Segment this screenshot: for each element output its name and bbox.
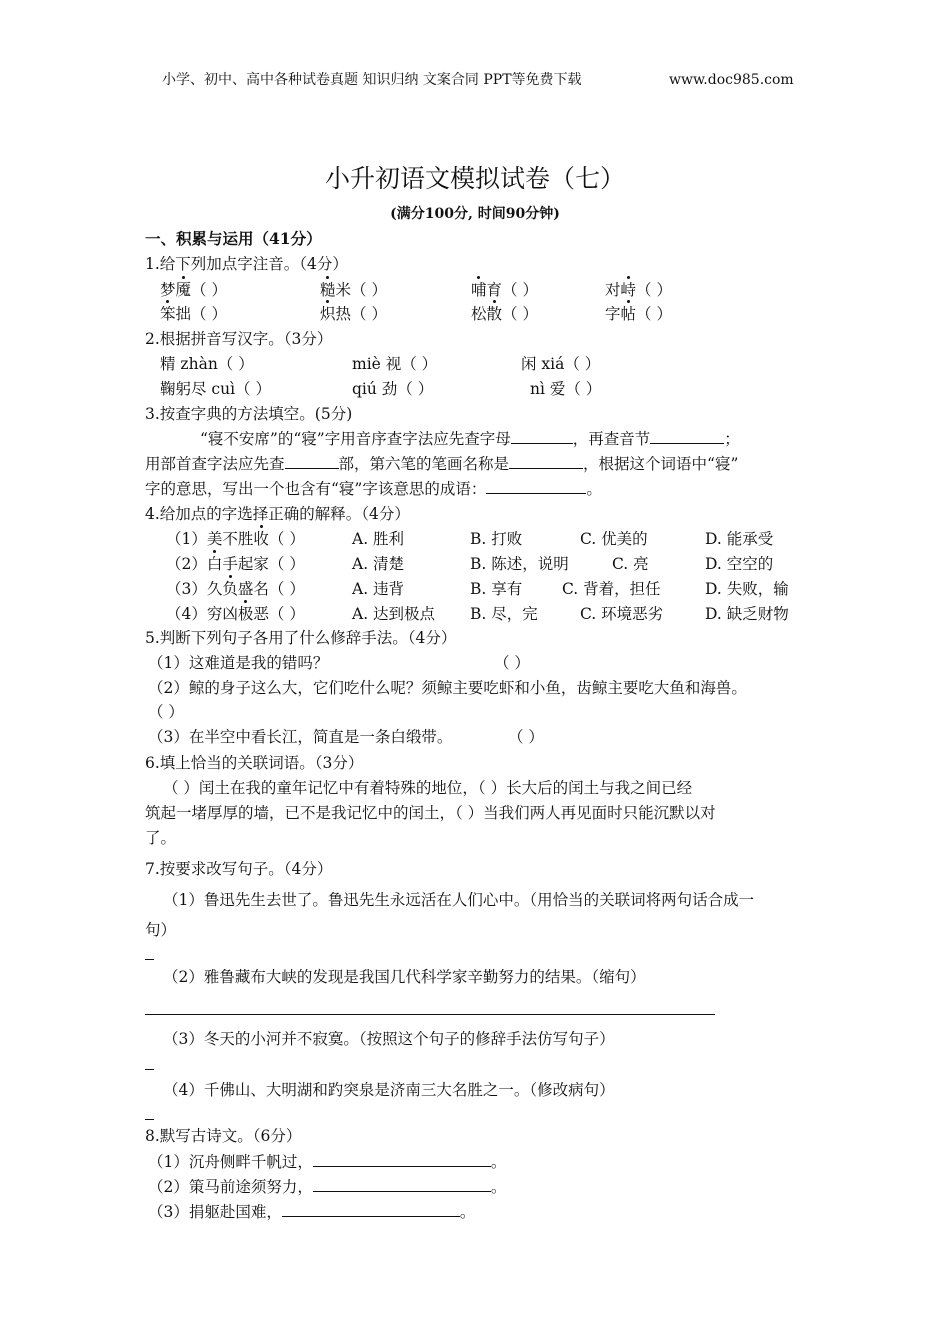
dotted-char: 白	[206, 555, 223, 573]
answer-blank[interactable]	[486, 479, 586, 494]
q2-item: miè 视（ ）	[352, 355, 438, 373]
option-b: B. 打败	[470, 530, 523, 548]
dotted-char: 哺	[471, 281, 487, 299]
q5-answer-1[interactable]: （ ）	[494, 654, 530, 672]
dotted-char: 峙	[620, 281, 637, 299]
answer-line[interactable]	[145, 1014, 715, 1015]
q6-line-2: 筑起一堵厚厚的墙，已不是我记忆中的闰土，（ ）当我们两人再见面时只能沉默以对	[145, 804, 716, 822]
q2-stem: 2.根据拼音写汉字。（3分）	[145, 330, 333, 348]
option-a: A. 违背	[352, 580, 405, 598]
q3-stem: 3.按查字典的方法填空。(5分)	[145, 405, 353, 423]
q1-item: 哺育（ ）	[471, 281, 538, 299]
dotted-char: 负	[222, 580, 238, 598]
option-c: C. 亮	[612, 555, 649, 573]
q5-sentence-2: （2）鲸的身子这么大，它们吃什么呢？须鲸主要吃虾和小鱼，齿鲸主要吃大鱼和海兽。	[148, 679, 747, 697]
dotted-char: 散	[486, 305, 503, 323]
q8-stem: 8.默写古诗文。（6分）	[145, 1127, 302, 1145]
answer-blank[interactable]	[650, 429, 724, 444]
q8-line-3: （3）捐躯赴国难， 。	[148, 1203, 476, 1221]
q6-line-3: 了。	[145, 829, 177, 847]
q3-line-1: “寝不安席”的“寝”字用音序查字法应先查字母 ，再查音节 ；	[200, 430, 740, 448]
page-title: 小升初语文模拟试卷（七）	[324, 164, 625, 193]
dotted-char: 糙	[320, 281, 336, 299]
answer-blank[interactable]	[285, 454, 339, 469]
section-heading: 一、积累与运用（41分）	[145, 229, 322, 248]
page-subtitle: (满分100分, 时间90分钟)	[390, 206, 560, 222]
dotted-char: 魇	[175, 281, 192, 299]
option-b: B. 享有	[470, 580, 523, 598]
q1-item: 梦魇（ ）	[160, 281, 227, 299]
q1-item: 字帖（ ）	[605, 305, 672, 323]
q2-item: 闲 xiá（ ）	[521, 355, 601, 373]
option-b: B. 陈述，说明	[470, 555, 569, 573]
q3-line-2: 用部首查字法应先查 部，第六笔的笔画名称是 ，根据这个词语中“寝”	[145, 455, 739, 473]
q6-line-1: （ ）闰土在我的童年记忆中有着特殊的地位，（ ）长大后的闰土与我之间已经	[163, 779, 693, 797]
q5-sentence-3: （3）在半空中看长江，简直是一条白缎带。	[148, 728, 453, 746]
answer-blank[interactable]	[509, 454, 583, 469]
q8-line-2: （2）策马前途须努力， 。	[148, 1178, 507, 1196]
answer-blank[interactable]	[313, 1177, 491, 1192]
option-d: D. 能承受	[705, 530, 774, 548]
answer-line-stub[interactable]	[145, 1069, 154, 1070]
q7-sentence-3: （3）冬天的小河并不寂寞。（按照这个句子的修辞手法仿写句子）	[163, 1030, 615, 1048]
q6-stem: 6.填上恰当的关联词语。（3分）	[145, 754, 364, 772]
q2-item: 鞠躬尽 cuì（ ）	[160, 380, 271, 398]
q1-item: 对峙（ ）	[605, 281, 672, 299]
q4-stem: 4.给加点的字选择正确的解释。（4分）	[145, 505, 410, 523]
q7-sentence-1: （1）鲁迅先生去世了。鲁迅先生永远活在人们心中。（用恰当的关联词将两句话合成一	[163, 891, 755, 909]
answer-blank[interactable]	[313, 1152, 491, 1167]
header-ad-text: 小学、初中、高中各种试卷真题 知识归纳 文案合同 PPT等免费下载	[162, 72, 582, 88]
dotted-char: 笨	[160, 305, 176, 323]
q2-item: nì 爱（ ）	[530, 380, 602, 398]
answer-line-stub[interactable]	[145, 959, 154, 960]
q1-item: 炽热（ ）	[320, 305, 387, 323]
header-url: www.doc985.com	[669, 72, 794, 88]
option-c: C. 环境恶劣	[580, 605, 664, 623]
answer-blank[interactable]	[282, 1202, 460, 1217]
q1-item: 松散（ ）	[471, 305, 538, 323]
dotted-char: 帖	[620, 305, 637, 323]
option-b: B. 尽，完	[470, 605, 538, 623]
answer-line-stub[interactable]	[145, 1119, 154, 1120]
dotted-char: 炽	[320, 305, 336, 323]
q8-line-1: （1）沉舟侧畔千帆过， 。	[148, 1153, 507, 1171]
option-d: D. 失败，输	[705, 580, 789, 598]
dotted-char: 收	[253, 530, 269, 548]
q5-answer-2[interactable]: （ ）	[148, 703, 184, 721]
q2-item: 精 zhàn（ ）	[160, 355, 254, 373]
q1-item: 糙米（ ）	[320, 281, 387, 299]
q7-stem: 7.按要求改写句子。（4分）	[145, 860, 333, 878]
q1-item: 笨拙（ ）	[160, 305, 227, 323]
q7-sentence-4: （4）千佛山、大明湖和趵突泉是济南三大名胜之一。（修改病句）	[163, 1081, 615, 1099]
option-d: D. 空空的	[705, 555, 774, 573]
q7-sentence-1-cont: 句）	[145, 921, 177, 939]
option-a: A. 达到极点	[352, 605, 436, 623]
option-c: C. 背着，担任	[562, 580, 661, 598]
q7-sentence-2: （2）雅鲁藏布大峡的发现是我国几代科学家辛勤努力的结果。（缩句）	[163, 968, 646, 986]
q5-stem: 5.判断下列句子各用了什么修辞手法。（4分）	[145, 629, 457, 647]
q5-sentence-1: （1）这难道是我的错吗？	[148, 654, 329, 672]
q1-stem: 1.给下列加点字注音。（4分）	[145, 255, 348, 273]
option-c: C. 优美的	[580, 530, 648, 548]
q5-answer-3[interactable]: （ ）	[508, 728, 544, 746]
q2-item: qiú 劲（ ）	[352, 380, 434, 398]
option-a: A. 胜利	[352, 530, 405, 548]
dotted-char: 极	[237, 605, 254, 623]
answer-blank[interactable]	[511, 429, 573, 444]
option-d: D. 缺乏财物	[705, 605, 789, 623]
q3-line-3: 字的意思，写出一个也含有“寝”字该意思的成语： 。	[145, 480, 602, 498]
option-a: A. 清楚	[352, 555, 405, 573]
